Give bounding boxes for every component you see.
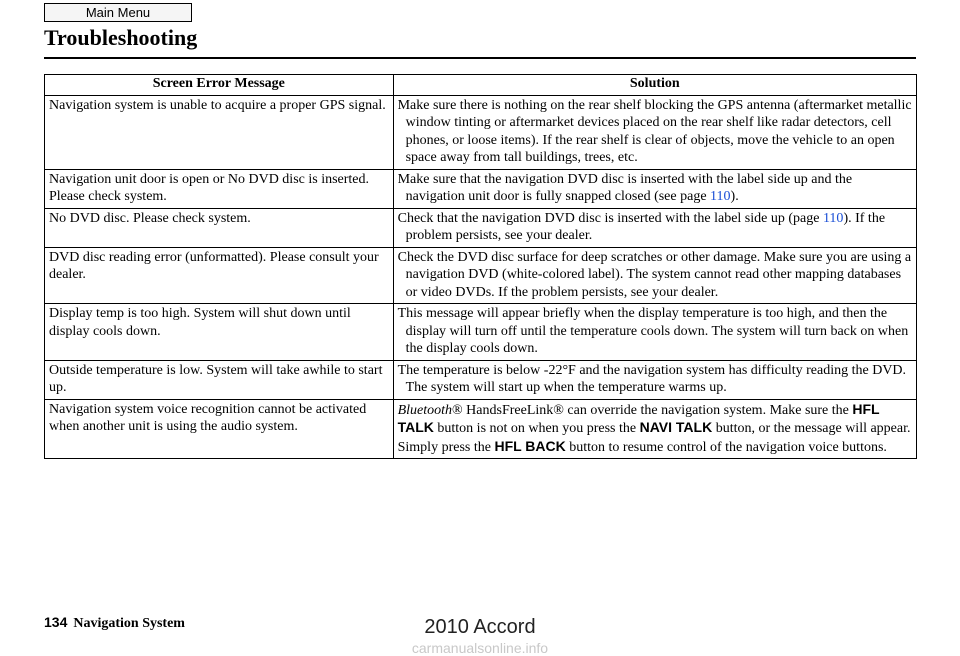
hfl-back-button-label: HFL BACK (494, 437, 566, 454)
page-title: Troubleshooting (44, 25, 198, 50)
page-link[interactable]: 110 (710, 189, 731, 204)
solution-text: This message will appear briefly when the display temperature is too high, and then the display will turn off until the temperature cools down. The system will turn back on when the display cools down. (397, 306, 909, 356)
table-header-row (45, 75, 917, 96)
troubleshooting-table (44, 74, 917, 459)
page-link[interactable]: 110 (822, 210, 844, 226)
error-message-cell: Outside temperature is low. System will take awhile to start up. (45, 360, 394, 399)
page-number: 134 (44, 614, 68, 630)
solution-text: Check the DVD disc surface for deep scratches or other damage. Make sure you are using a navigation DVD (white-colored label). The system cannot read other mapping databases or video DVDs. If the problem persists, see your dealer. (397, 249, 912, 300)
solution-text-part: button is not on when you press the (433, 421, 640, 436)
bluetooth-term: Bluetooth (397, 402, 453, 418)
solution-cell (393, 360, 916, 399)
footer-section-name: Navigation System (73, 616, 185, 631)
main-menu-button[interactable]: Main Menu (44, 3, 192, 22)
watermark-site: carmanualsonline.info (411, 640, 549, 656)
solution-cell (393, 95, 916, 169)
solution-text-part: button, or the message will appear. Simply press the (397, 421, 911, 455)
error-message-cell: DVD disc reading error (unformatted). Please consult your dealer. (45, 247, 394, 304)
solution-text-post: ). (730, 189, 739, 204)
solution-cell (393, 208, 916, 247)
table-row (45, 304, 917, 361)
solution-text-part: button to resume control of the navigation voice buttons. (565, 439, 887, 455)
error-message-cell: Display temp is too high. System will shut down until display cools down. (45, 304, 394, 361)
title-divider (44, 57, 916, 59)
error-message-cell: Navigation system is unable to acquire a proper GPS signal. (45, 95, 394, 169)
solution-text (397, 400, 911, 455)
solution-cell (393, 304, 916, 361)
solution-cell (393, 247, 916, 304)
table-row (45, 169, 917, 208)
solution-text-pre: Make sure that the navigation DVD disc is inserted with the label side up and the navigation unit door is fully snapped closed (see page (397, 171, 853, 204)
error-message-cell: No DVD disc. Please check system. (45, 208, 394, 247)
hfl-talk-button-label: HFL TALK (397, 400, 880, 435)
table-row (45, 208, 917, 247)
error-message-cell: Navigation unit door is open or No DVD disc is inserted. Please check system. (45, 169, 394, 208)
solution-text (398, 171, 912, 206)
solution-text (398, 210, 912, 245)
solution-text-post: ). If the problem persists, see your dealer. (405, 210, 886, 243)
table-row (45, 360, 917, 399)
table-row (45, 399, 917, 459)
solution-cell (393, 169, 916, 208)
solution-cell (393, 399, 916, 459)
solution-text-part: ® HandsFreeLink® can override the navigation system. Make sure the (452, 402, 853, 418)
column-header-solution: Solution (393, 75, 916, 96)
watermark-model: 2010 Accord (424, 616, 536, 638)
solution-text-pre: Check that the navigation DVD disc is inserted with the label side up (page (397, 210, 823, 226)
solution-text: The temperature is below -22°F and the navigation system has difficulty reading the DVD. The system will start up when the temperature warms up. (397, 362, 907, 395)
column-header-message: Screen Error Message (45, 75, 394, 96)
navi-talk-button-label: NAVI TALK (639, 419, 713, 435)
table-row (45, 247, 917, 304)
solution-text: Make sure there is nothing on the rear shelf blocking the GPS antenna (aftermarket metallic window tinting or aftermarket devices placed on the rear shelf like radar detectors, cell phones, or loose items). If the rear shelf is clear of objects, move the vehicle to an open space away from tall buildings, trees, etc. (397, 97, 912, 165)
table-row (45, 95, 917, 169)
error-message-cell: Navigation system voice recognition cannot be activated when another unit is using the audio system. (45, 399, 394, 459)
